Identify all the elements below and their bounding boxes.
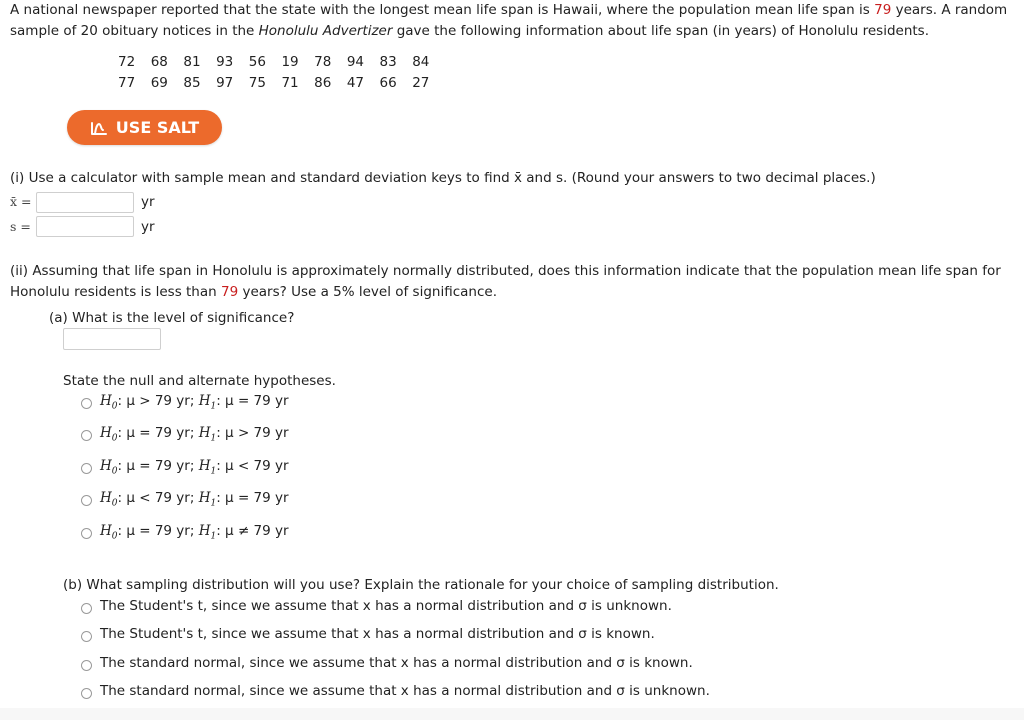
s-input[interactable] <box>36 216 134 237</box>
salt-logo-icon <box>90 120 108 136</box>
h0-text: : μ = 79 yr; <box>117 458 195 474</box>
use-salt-label: USE SALT <box>115 118 200 137</box>
radio-button-icon[interactable] <box>81 495 92 506</box>
h1-text: : μ < 79 yr <box>216 458 289 474</box>
xbar-label: x̄ = <box>10 194 32 209</box>
data-value: 86 <box>314 75 332 91</box>
data-value: 19 <box>281 54 299 70</box>
radio-button-icon[interactable] <box>81 398 92 409</box>
intro-mu: 79 <box>874 2 892 18</box>
data-value: 72 <box>118 54 136 70</box>
intro-text-3: gave the following information about life span (in years) of Honolulu residents. <box>392 23 929 39</box>
h1-text: : μ > 79 yr <box>216 425 289 441</box>
s-unit: yr <box>141 219 155 235</box>
significance-question: (a) What is the level of significance? <box>49 310 295 326</box>
h0-text: : μ > 79 yr; <box>117 393 195 409</box>
intro-text-1: A national newspaper reported that the state with the longest mean life span is Hawaii, where the population mean life span is <box>10 2 875 18</box>
sampling-option-text: The standard normal, since we assume that x has a normal distribution and σ is known. <box>100 655 693 671</box>
data-value: 83 <box>379 54 397 70</box>
radio-button-icon[interactable] <box>81 603 92 614</box>
data-value: 85 <box>183 75 201 91</box>
h1-text: : μ ≠ 79 yr <box>216 523 289 539</box>
data-value: 47 <box>346 75 364 91</box>
h1-text: : μ = 79 yr <box>216 393 289 409</box>
part-i-question: (i) Use a calculator with sample mean and standard deviation keys to find x̄ and s. (Round your answers to two decimal places.) <box>10 170 876 186</box>
sampling-option-text: The Student's t, since we assume that x has a normal distribution and σ is known. <box>100 626 655 642</box>
data-value: 56 <box>248 54 266 70</box>
sampling-option-text: The standard normal, since we assume that x has a normal distribution and σ is unknown. <box>100 683 710 699</box>
data-value: 97 <box>216 75 234 91</box>
radio-button-icon[interactable] <box>81 660 92 671</box>
newspaper-name: Honolulu Advertizer <box>258 23 393 39</box>
part-ii-line-1: (ii) Assuming that life span in Honolulu is approximately normally distributed, does this information indicate that the population mean life span for <box>10 263 1001 279</box>
h1-symbol: $H_1$ <box>198 490 217 509</box>
part-ii-question <box>10 261 1016 303</box>
radio-button-icon[interactable] <box>81 688 92 699</box>
h1-symbol: $H_1$ <box>198 425 217 444</box>
part-ii-line-2a: Honolulu residents is less than <box>10 284 221 300</box>
use-salt-button[interactable] <box>67 110 222 145</box>
h1-symbol: $H_1$ <box>198 523 217 542</box>
h0-symbol: $H_0$ <box>100 490 118 509</box>
sampling-option-text: The Student's t, since we assume that x has a normal distribution and σ is unknown. <box>100 598 672 614</box>
data-value: 93 <box>216 54 234 70</box>
h0-text: : μ = 79 yr; <box>117 523 195 539</box>
h0-symbol: $H_0$ <box>100 458 118 477</box>
radio-button-icon[interactable] <box>81 430 92 441</box>
data-value: 81 <box>183 54 201 70</box>
data-value: 84 <box>412 54 430 70</box>
part-b-question: (b) What sampling distribution will you use? Explain the rationale for your choice of sampling distribution. <box>63 577 779 593</box>
data-value: 27 <box>412 75 430 91</box>
intro-text-2: years. A random sample of 20 obituary notices in the <box>10 2 1008 39</box>
problem-intro <box>10 0 1016 42</box>
h0-text: : μ = 79 yr; <box>117 425 195 441</box>
data-row-1 <box>118 54 445 70</box>
data-value: 69 <box>150 75 168 91</box>
h0-text: : μ < 79 yr; <box>117 490 195 506</box>
data-value: 78 <box>314 54 332 70</box>
part-ii-mu: 79 <box>220 284 239 300</box>
h1-text: : μ = 79 yr <box>216 490 289 506</box>
xbar-input[interactable] <box>36 192 134 213</box>
data-value: 71 <box>281 75 299 91</box>
s-label: s = <box>10 219 31 234</box>
part-ii-line-2b: years? Use a 5% level of significance. <box>238 284 497 300</box>
data-value: 94 <box>346 54 364 70</box>
data-value: 77 <box>118 75 136 91</box>
data-value: 75 <box>248 75 266 91</box>
bottom-divider <box>0 708 1024 720</box>
h0-symbol: $H_0$ <box>100 523 118 542</box>
significance-input[interactable] <box>63 328 161 350</box>
h0-symbol: $H_0$ <box>100 425 118 444</box>
data-value: 68 <box>150 54 168 70</box>
h1-symbol: $H_1$ <box>198 458 217 477</box>
radio-button-icon[interactable] <box>81 528 92 539</box>
h0-symbol: $H_0$ <box>100 393 118 412</box>
xbar-unit: yr <box>141 194 155 210</box>
data-value: 66 <box>379 75 397 91</box>
radio-button-icon[interactable] <box>81 631 92 642</box>
h1-symbol: $H_1$ <box>198 393 217 412</box>
radio-button-icon[interactable] <box>81 463 92 474</box>
data-row-2 <box>118 75 445 91</box>
hypotheses-prompt: State the null and alternate hypotheses. <box>63 373 336 389</box>
